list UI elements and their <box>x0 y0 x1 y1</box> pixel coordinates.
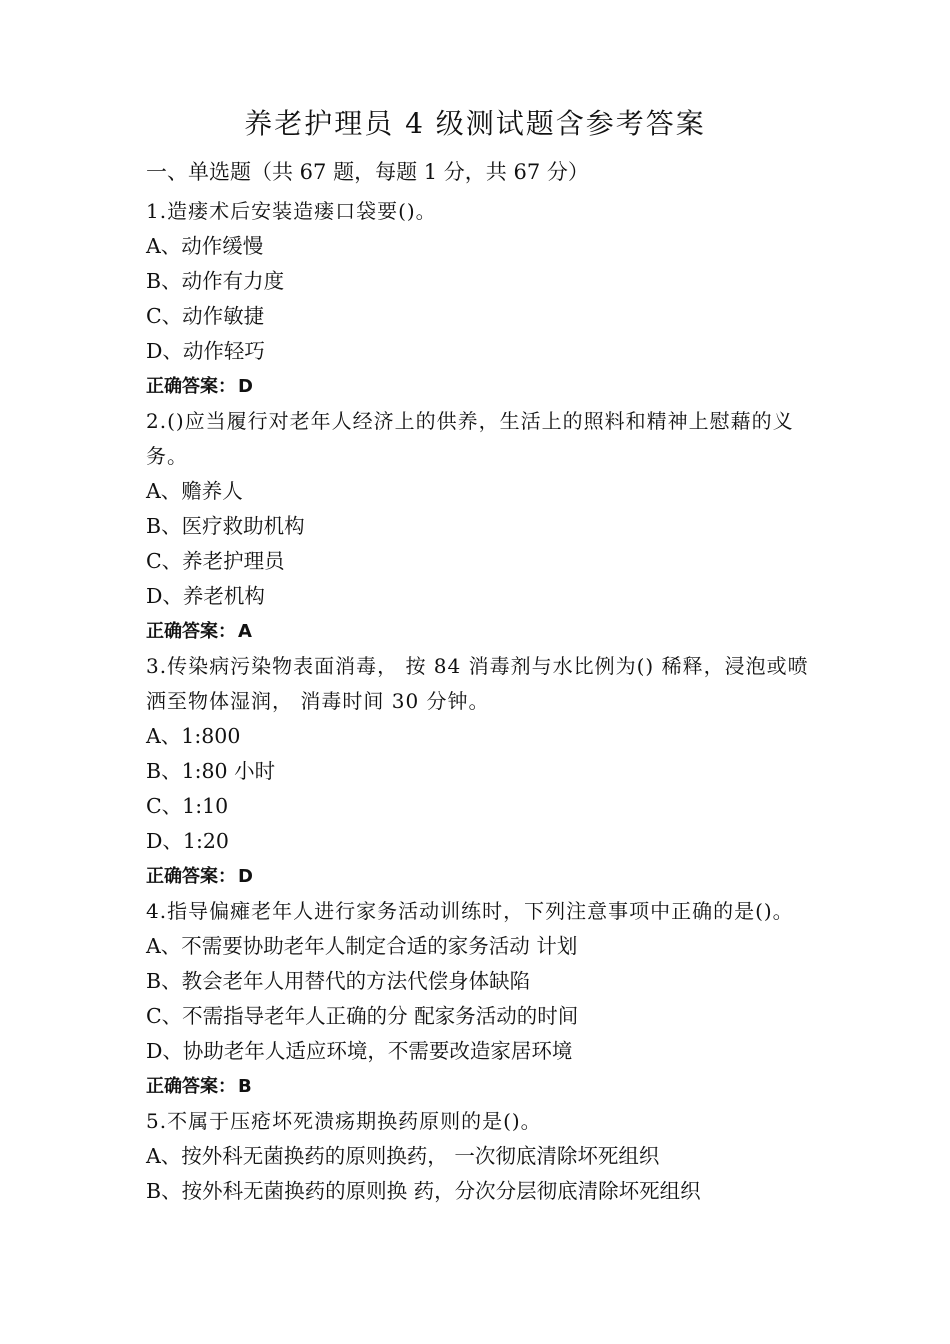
answer-value: B <box>238 1076 252 1097</box>
question-stem: 1.造瘘术后安装造瘘口袋要()。 <box>146 199 437 223</box>
option-a: A、赡养人 <box>146 479 243 503</box>
answer-label: 正确答案： <box>146 376 236 397</box>
option-d: D、动作轻巧 <box>146 339 265 363</box>
option-a: A、不需要协助老年人制定合适的家务活动 计划 <box>146 934 578 958</box>
correct-answer <box>146 369 816 404</box>
answer-label: 正确答案： <box>146 621 236 642</box>
option-d: D、1:20 <box>146 829 229 853</box>
answer-value: D <box>238 866 253 887</box>
question-stem: 4.指导偏瘫老年人进行家务活动训练时，下列注意事项中正确的是()。 <box>146 899 794 923</box>
answer-label: 正确答案： <box>146 1076 236 1097</box>
answer-label: 正确答案： <box>146 866 236 887</box>
question-stem: 3.传染病污染物表面消毒， 按 84 消毒剂与水比例为() 稀释，浸泡或喷洒至物体湿润， 消毒时间 30 分钟。 <box>146 654 809 713</box>
correct-answer <box>146 614 816 649</box>
option-b: B、教会老年人用替代的方法代偿身体缺陷 <box>146 969 531 993</box>
option-a: A、按外科无菌换药的原则换药， 一次彻底清除坏死组织 <box>146 1144 660 1168</box>
correct-answer <box>146 1069 816 1104</box>
option-c: C、养老护理员 <box>146 549 285 573</box>
question-list <box>146 194 816 1209</box>
option-d: D、协助老年人适应环境，不需要改造家居环境 <box>146 1039 573 1063</box>
question-stem: 2.()应当履行对老年人经济上的供养，生活上的照料和精神上慰藉的义务。 <box>146 409 794 468</box>
correct-answer <box>146 859 816 894</box>
option-c: C、动作敏捷 <box>146 304 265 328</box>
option-d: D、养老机构 <box>146 584 265 608</box>
question-stem: 5.不属于压疮坏死溃疡期换药原则的是()。 <box>146 1109 542 1133</box>
option-b: B、1:80 小时 <box>146 759 276 783</box>
answer-value: A <box>238 621 252 642</box>
document-title: 养老护理员 4 级测试题含参考答案 <box>244 107 706 140</box>
option-c: C、1:10 <box>146 794 229 818</box>
option-c: C、不需指导老年人正确的分 配家务活动的时间 <box>146 1004 579 1028</box>
option-b: B、按外科无菌换药的原则换 药，分次分层彻底清除坏死组织 <box>146 1179 701 1203</box>
option-b: B、动作有力度 <box>146 269 285 293</box>
option-a: A、1:800 <box>146 724 241 748</box>
option-b: B、医疗救助机构 <box>146 514 305 538</box>
option-a: A、动作缓慢 <box>146 234 264 258</box>
answer-value: D <box>238 376 253 397</box>
section-heading: 一、单选题（共 67 题，每题 1 分，共 67 分） <box>146 160 589 184</box>
